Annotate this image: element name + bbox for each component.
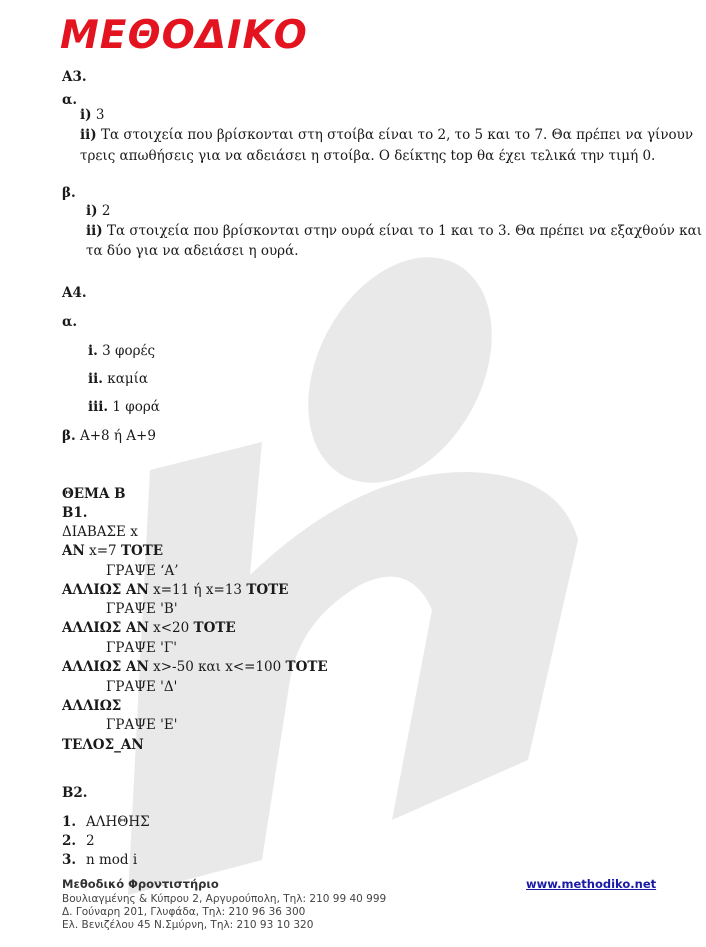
footer-title: Μεθοδικό Φροντιστήριο [62,877,219,891]
b2-heading: Β2. [62,785,88,801]
item-number: 3. [62,852,77,868]
a3-heading: Α3. [62,69,87,85]
a3-alpha-label: α. [62,92,78,108]
condition: x>-50 και x<=100 [153,659,282,675]
item-number: iii. [88,399,109,415]
code-line-endif: ΤΕΛΟΣ_ΑΝ [62,737,144,753]
item-text: Α+8 ή Α+9 [79,428,156,444]
code-line-print: ΓΡΑΨΕ 'Γ' [106,640,177,656]
a4-alpha-ii [88,371,148,387]
condition: x<20 [153,620,190,636]
code-line-print: ΓΡΑΨΕ 'Ε' [106,717,178,733]
a4-beta [62,428,156,444]
a3-beta-ii [86,223,702,239]
item-number: i) [86,203,98,219]
code-line-print: ΓΡΑΨΕ 'Β' [106,601,178,617]
keyword: ΑΛΛΙΩΣ ΑΝ [62,659,149,675]
item-text: 3 φορές [102,343,156,359]
keyword: ΑΝ [62,543,85,559]
keyword: ΑΛΛΙΩΣ ΑΝ [62,582,149,598]
a4-heading: Α4. [62,285,87,301]
item-number: 2. [62,833,77,849]
item-text: 1 φορά [112,399,160,415]
a4-alpha-label: α. [62,314,78,330]
list-item [62,833,95,849]
condition: x=7 [89,543,117,559]
list-item [62,814,150,830]
item-text: ΑΛΗΘΗΣ [86,814,150,830]
code-line-else: ΑΛΛΙΩΣ [62,698,122,714]
code-line-print: ΓΡΑΨΕ ‘Α’ [106,563,179,579]
code-line-read: ΔΙΑΒΑΣΕ x [62,524,138,540]
item-text: 3 [95,107,105,123]
a4-alpha-iii [88,399,160,415]
website-link[interactable]: www.methodiko.net [526,877,657,891]
a3-alpha-ii-line2: τρεις απωθήσεις για να αδειάσει η στοίβα. Ο δείκτης top θα έχει τελικά την τιμή 0. [80,148,656,164]
item-number: β. [62,428,76,444]
keyword: ΤΟΤΕ [285,659,328,675]
item-number: ii) [86,223,103,239]
item-text: καμία [107,371,149,387]
b1-heading: Β1. [62,505,88,521]
item-text: Τα στοιχεία που βρίσκονται στην ουρά είναι το 1 και το 3. Θα πρέπει να εξαχθούν και [106,223,703,239]
item-number: 1. [62,814,77,830]
keyword: ΤΟΤΕ [193,620,236,636]
item-number: i. [88,343,98,359]
list-item [62,852,137,868]
footer-address-1: Βουλιαγμένης & Κύπρου 2, Αργυρούπολη, Τηλ: 210 99 40 999 [62,893,387,905]
keyword: ΤΟΤΕ [246,582,289,598]
thema-b-heading: ΘΕΜΑ Β [62,486,126,502]
item-text: 2 [86,833,95,849]
code-line-if [62,543,163,559]
keyword: ΑΛΛΙΩΣ ΑΝ [62,620,149,636]
condition: x=11 ή x=13 [153,582,243,598]
item-text: 2 [101,203,111,219]
a3-beta-i [86,203,110,219]
item-number: ii. [88,371,103,387]
a3-alpha-i [80,107,104,123]
code-line-print: ΓΡΑΨΕ 'Δ' [106,679,178,695]
a4-alpha-i [88,343,155,359]
code-line-elif [62,620,236,636]
item-number: ii) [80,127,97,143]
a3-beta-ii-line2: τα δύο για να αδειάσει η ουρά. [86,243,299,259]
code-line-elif [62,582,288,598]
methodiko-logo: ΜΕΘΟΔΙΚΟ [60,13,308,58]
a3-alpha-ii [80,127,693,143]
code-line-elif [62,659,328,675]
a3-beta-label: β. [62,185,76,201]
item-number: i) [80,107,92,123]
footer-address-3: Ελ. Βενιζέλου 45 Ν.Σμύρνη, Τηλ: 210 93 10 320 [62,919,314,931]
item-text: n mod i [86,852,138,868]
keyword: ΤΟΤΕ [120,543,164,559]
item-text: Τα στοιχεία που βρίσκονται στη στοίβα είναι το 2, το 5 και το 7. Θα πρέπει να γίνουν [100,127,694,143]
footer-address-2: Δ. Γούναρη 201, Γλυφάδα, Τηλ: 210 96 36 300 [62,906,306,918]
